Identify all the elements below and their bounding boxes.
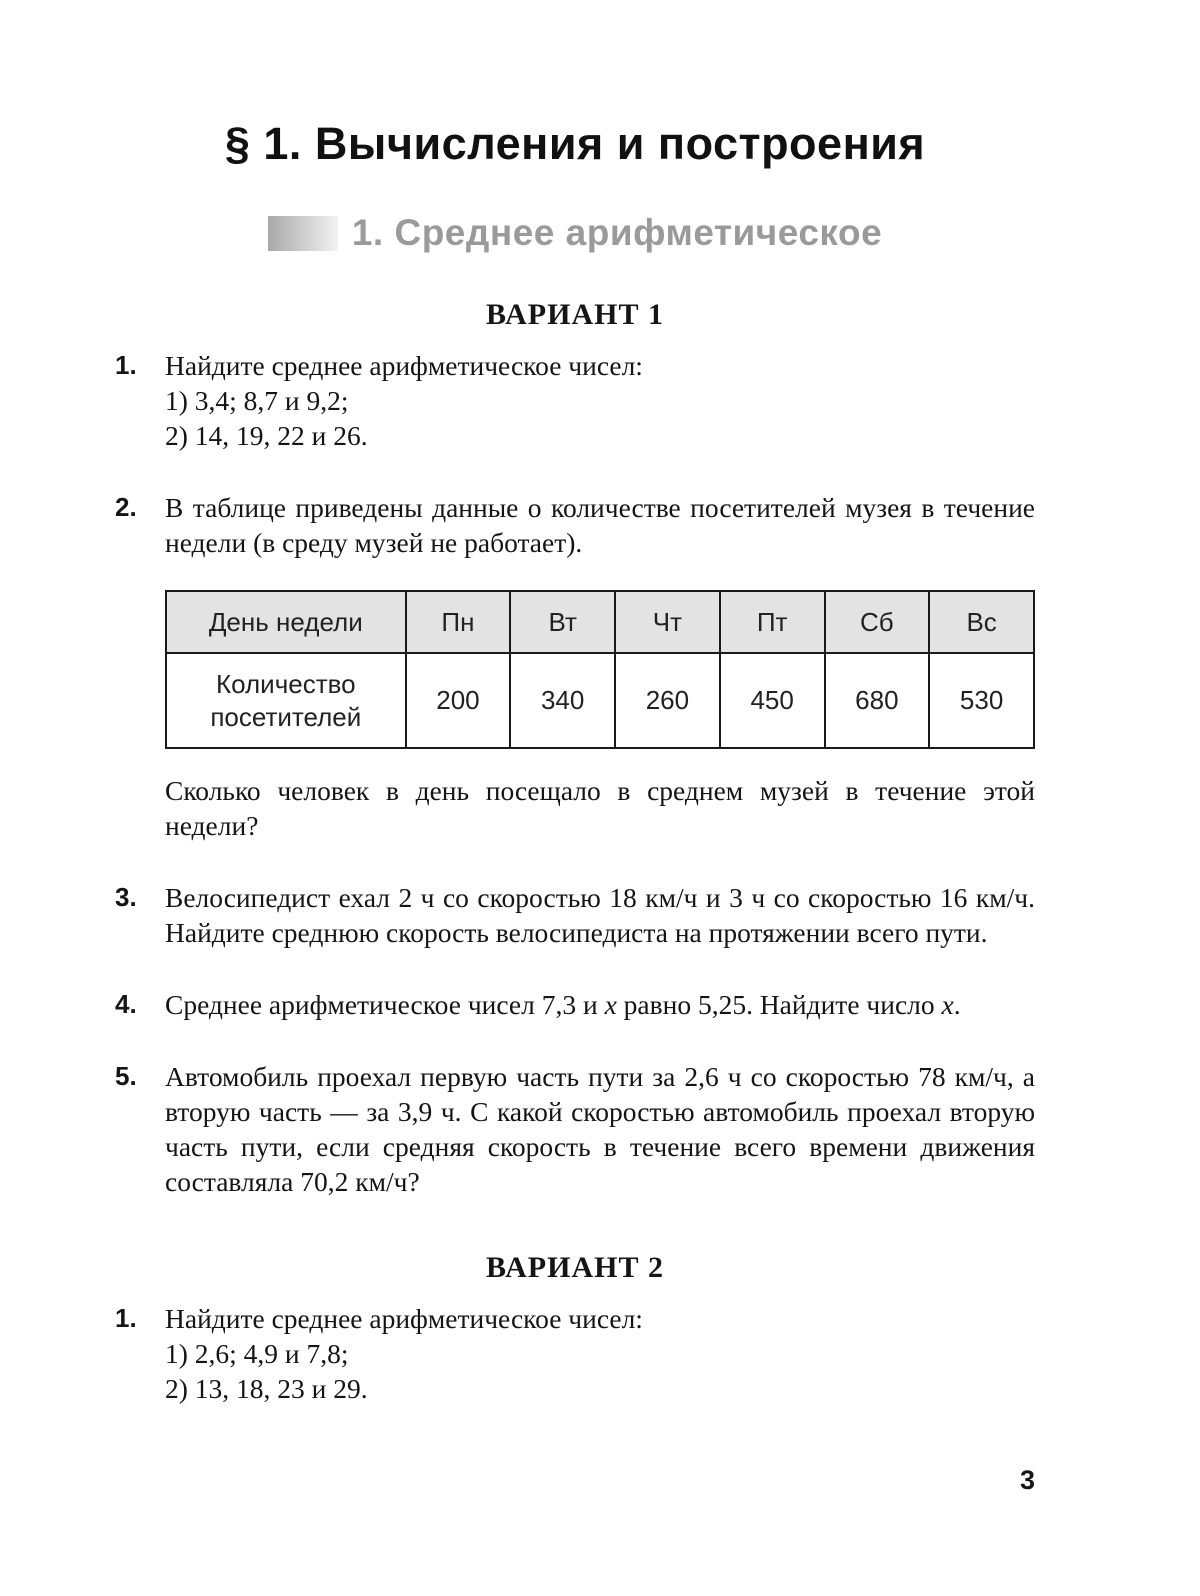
problem-number: 4. <box>115 989 137 1019</box>
math-variable: x <box>604 989 617 1020</box>
problem-number: 1. <box>115 350 137 380</box>
visitors-table <box>165 590 1035 749</box>
table-header-cell: Вт <box>510 591 615 653</box>
problem-number: 3. <box>115 882 137 912</box>
problem-body <box>165 348 1035 453</box>
table-cell: 450 <box>720 653 825 748</box>
v1-problem-2 <box>115 490 1035 843</box>
v2-problem-1 <box>115 1301 1035 1406</box>
subsection-title: 1. Среднее арифметическое <box>351 212 883 253</box>
problem-text: Автомобиль проехал первую часть пути за 2,6 ч со скоростью 78 км/ч, а вторую часть — за 3,9 ч. С какой скоростью автомобиль проехал вторую часть пути, если средняя скорость в течение всего времени движения составляла 70,2 км/ч? <box>165 1061 1035 1197</box>
table-cell: 680 <box>825 653 930 748</box>
problem-number: 5. <box>115 1061 137 1091</box>
v1-problem-4 <box>115 987 1035 1022</box>
problem-text: Велосипедист ехал 2 ч со скоростью 18 км/ч и 3 ч со скоростью 16 км/ч. Найдите среднюю скорость велосипедиста на протяжении всего пути. <box>165 882 1035 948</box>
problem-question: Сколько человек в день посещало в среднем музей в течение этой недели? <box>165 775 1035 841</box>
problem-subitem: 2) 13, 18, 23 и 29. <box>165 1373 368 1404</box>
variant2-heading: ВАРИАНТ 2 <box>486 1251 664 1284</box>
problem-body <box>165 1301 1035 1406</box>
table-row-label: Количество посетителей <box>166 653 406 748</box>
table-cell: 530 <box>929 653 1034 748</box>
problem-subitem: 1) 2,6; 4,9 и 7,8; <box>165 1338 349 1369</box>
v1-problem-3 <box>115 880 1035 950</box>
table-cell: 340 <box>510 653 615 748</box>
table-header-cell: День недели <box>166 591 406 653</box>
text-segment: . <box>953 989 961 1020</box>
problem-subitem: 1) 3,4; 8,7 и 9,2; <box>165 385 349 416</box>
table-data-row <box>166 653 1034 748</box>
math-variable: x <box>941 989 954 1020</box>
problem-number: 1. <box>115 1303 137 1333</box>
text-segment: равно 5,25. Найдите число <box>616 989 942 1020</box>
table-cell: 200 <box>406 653 511 748</box>
page-number: 3 <box>1019 1465 1035 1495</box>
subsection-heading <box>115 212 1035 254</box>
table-header-cell: Пт <box>720 591 825 653</box>
problem-intro: Найдите среднее арифметическое чисел: <box>165 1303 643 1334</box>
problem-text: В таблице приведены данные о количестве посетителей музея в течение недели (в среду музей не работает). <box>165 492 1035 558</box>
problem-subitem: 2) 14, 19, 22 и 26. <box>165 420 368 451</box>
v1-problem-5 <box>115 1059 1035 1199</box>
problem-number: 2. <box>115 492 137 522</box>
section-title: § 1. Вычисления и построения <box>224 118 926 169</box>
problem-intro: Найдите среднее арифметическое чисел: <box>165 350 643 381</box>
variant1-heading: ВАРИАНТ 1 <box>486 298 664 331</box>
problem-text <box>165 987 1035 1022</box>
table-header-cell: Пн <box>406 591 511 653</box>
text-segment: Среднее арифметическое чисел 7,3 и <box>165 989 605 1020</box>
table-header-cell: Сб <box>825 591 930 653</box>
problem-body <box>165 490 1035 843</box>
table-cell: 260 <box>615 653 720 748</box>
v1-problem-1 <box>115 348 1035 453</box>
table-header-cell: Вс <box>929 591 1034 653</box>
table-header-cell: Чт <box>615 591 720 653</box>
table-header-row <box>166 591 1034 653</box>
gradient-marker <box>268 216 338 251</box>
